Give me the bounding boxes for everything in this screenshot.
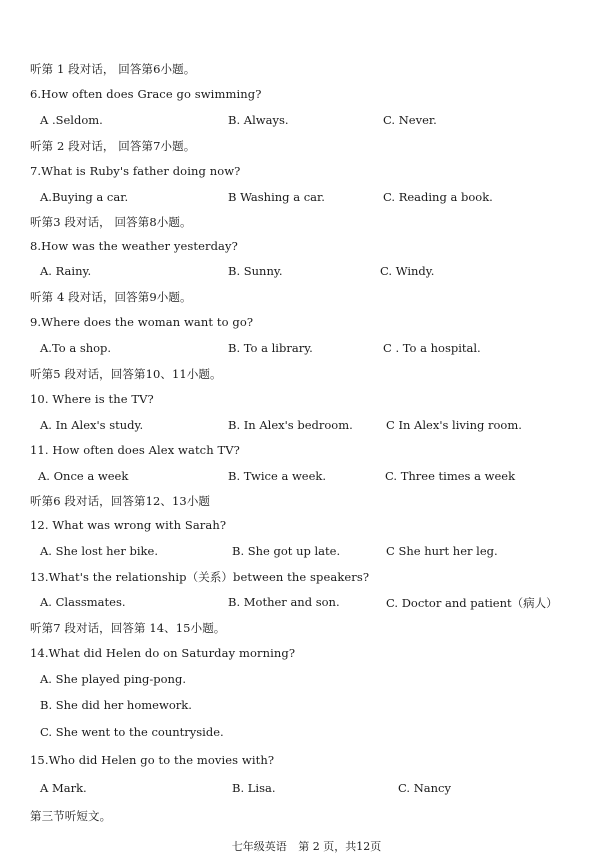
section-instruction: 听第 4 段对话，回答第9小题。: [30, 290, 192, 304]
page-footer: [0, 838, 613, 854]
option-6c: C. Never.: [383, 113, 437, 127]
option-11a: A. Once a week: [38, 469, 129, 483]
option-12b: B. She got up late.: [232, 544, 341, 558]
option-10c: C In Alex's living room.: [386, 418, 522, 432]
option-15a: A Mark.: [40, 781, 87, 795]
option-15b: B. Lisa.: [232, 781, 276, 795]
option-10a: A. In Alex's study.: [40, 418, 144, 432]
question-14: 14.What did Helen do on Saturday morning?: [30, 646, 296, 660]
option-13c: C. Doctor and patient（病人）: [386, 596, 558, 610]
question-8: 8.How was the weather yesterday?: [30, 239, 238, 253]
section-instruction: 听第 2 段对话， 回答第7小题。: [30, 139, 196, 153]
option-10b: B. In Alex's bedroom.: [228, 418, 353, 432]
section-instruction: 听第5 段对话，回答第10、11小题。: [30, 367, 222, 381]
option-9a: A.To a shop.: [40, 341, 112, 355]
option-11b: B. Twice a week.: [228, 469, 327, 483]
footer-subject: 七年级英语: [231, 840, 287, 853]
option-8c: C. Windy.: [380, 264, 435, 278]
question-12: 12. What was wrong with Sarah?: [30, 518, 227, 532]
option-8a: A. Rainy.: [40, 264, 92, 278]
question-9: 9.Where does the woman want to go?: [30, 315, 254, 329]
option-14b: B. She did her homework.: [40, 698, 192, 712]
option-14a: A. She played ping-pong.: [40, 672, 186, 686]
option-13b: B. Mother and son.: [228, 595, 340, 609]
section-instruction: 听第3 段对话， 回答第8小题。: [30, 215, 192, 229]
section-instruction: 听第 1 段对话， 回答第6小题。: [30, 62, 196, 76]
question-13: 13.What's the relationship（关系）between the speakers?: [30, 570, 370, 584]
option-9c: C . To a hospital.: [383, 341, 481, 355]
option-13a: A. Classmates.: [40, 595, 126, 609]
question-10: 10. Where is the TV?: [30, 392, 154, 406]
option-12c: C She hurt her leg.: [386, 544, 498, 558]
option-9b: B. To a library.: [228, 341, 313, 355]
option-8b: B. Sunny.: [228, 264, 283, 278]
option-7b: B Washing a car.: [228, 190, 325, 204]
question-7: 7.What is Ruby's father doing now?: [30, 164, 241, 178]
option-15c: C. Nancy: [398, 781, 451, 795]
option-6a: A .Seldom.: [40, 113, 103, 127]
question-11: 11. How often does Alex watch TV?: [30, 443, 240, 457]
question-15: 15.Who did Helen go to the movies with?: [30, 753, 275, 767]
section-instruction: 听第7 段对话，回答第 14、15小题。: [30, 621, 226, 635]
section-title: 第三节听短文。: [30, 809, 112, 823]
section-instruction: 听第6 段对话，回答第12、13小题: [30, 494, 211, 508]
option-7a: A.Buying a car.: [40, 190, 129, 204]
option-11c: C. Three times a week: [385, 469, 516, 483]
option-6b: B. Always.: [228, 113, 289, 127]
footer-page: 第 2 页，共12页: [298, 840, 382, 853]
option-14c: C. She went to the countryside.: [40, 725, 224, 739]
question-6: 6.How often does Grace go swimming?: [30, 87, 262, 101]
option-12a: A. She lost her bike.: [40, 544, 158, 558]
option-7c: C. Reading a book.: [383, 190, 493, 204]
